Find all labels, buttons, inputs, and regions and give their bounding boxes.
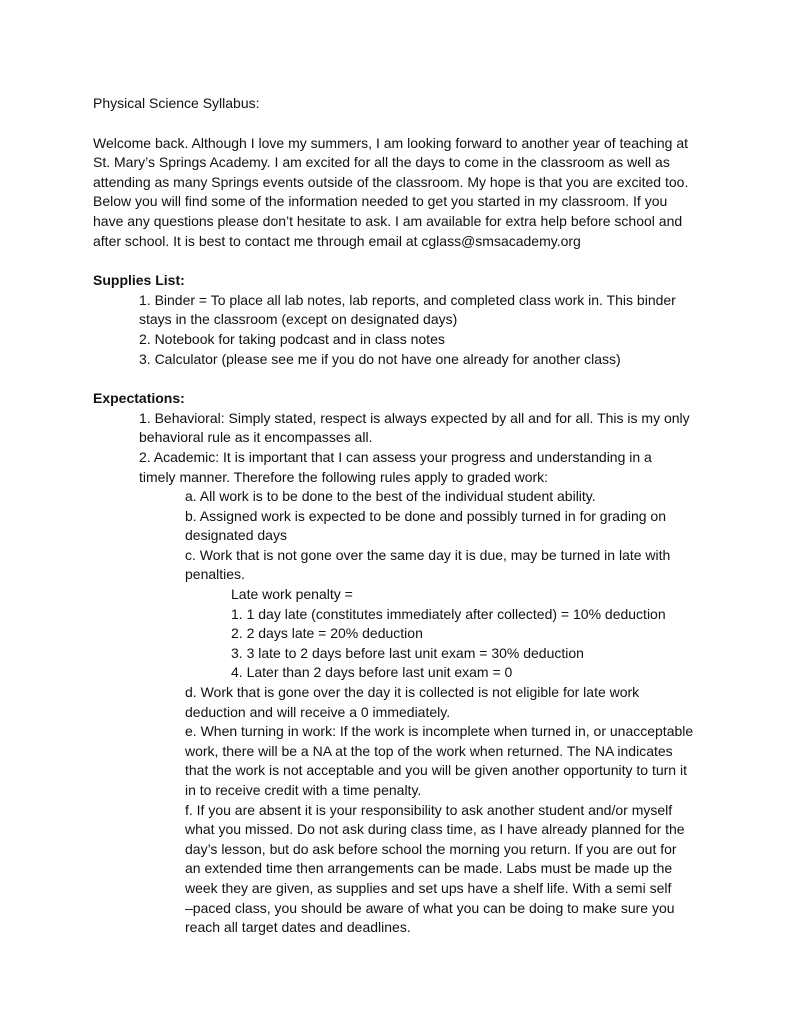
- rule-f: –paced class, you should be aware of what you can be doing to make sure you: [185, 899, 675, 916]
- rule-d: deduction and will receive a 0 immediately.: [185, 703, 451, 720]
- behavioral-expectation: 1. Behavioral: Simply stated, respect is always expected by all and for all. This is my only: [139, 409, 690, 426]
- rule-e: that the work is not acceptable and you will be given another opportunity to turn it: [185, 762, 687, 779]
- late-penalty-item: 3. 3 late to 2 days before last unit exam = 30% deduction: [231, 644, 584, 661]
- rule-f: f. If you are absent it is your responsibility to ask another student and/or myself: [185, 801, 673, 818]
- supply-item: 2. Notebook for taking podcast and in class notes: [139, 330, 445, 347]
- late-penalty-heading: Late work penalty =: [231, 586, 353, 603]
- intro-line: Below you will find some of the information needed to get you started in my classroom. If you: [93, 193, 668, 210]
- supply-item: 3. Calculator (please see me if you do not have one already for another class): [139, 350, 621, 367]
- rule-e: work, there will be a NA at the top of the work when returned. The NA indicates: [185, 742, 673, 759]
- rule-c: c. Work that is not gone over the same day it is due, may be turned in late with: [185, 546, 671, 563]
- intro-line: Welcome back. Although I love my summers, I am looking forward to another year of teaching at: [93, 134, 689, 151]
- section-spacer: [93, 369, 733, 389]
- rule-f: week they are given, as supplies and set ups have a shelf life. With a semi self: [185, 879, 672, 896]
- late-penalty-item: 4. Later than 2 days before last unit exam = 0: [231, 664, 513, 681]
- supply-item: 1. Binder = To place all lab notes, lab reports, and completed class work in. This binder: [139, 291, 676, 308]
- rule-f: an extended time then arrangements can be made. Labs must be made up the: [185, 860, 673, 877]
- intro-paragraph: [93, 134, 733, 252]
- supplies-section: [93, 271, 733, 369]
- page-title: Physical Science Syllabus:: [93, 95, 260, 111]
- rule-e: e. When turning in work: If the work is incomplete when turned in, or unacceptable: [185, 723, 694, 740]
- rule-f: what you missed. Do not ask during class time, as I have already planned for the: [185, 821, 685, 838]
- supplies-heading: Supplies List:: [93, 272, 185, 289]
- intro-line: St. Mary’s Springs Academy. I am excited for all the days to come in the classroom as well as: [93, 154, 670, 171]
- expectations-section: [93, 389, 733, 938]
- rule-e: in to receive credit with a time penalty.: [185, 782, 422, 798]
- academic-expectation: timely manner. Therefore the following rules apply to graded work:: [139, 468, 549, 485]
- rule-f: day’s lesson, but do ask before school the morning you return. If you are out for: [185, 840, 677, 857]
- late-penalty-item: 1. 1 day late (constitutes immediately after collected) = 10% deduction: [231, 605, 666, 622]
- syllabus-page: [93, 94, 733, 938]
- intro-line: after school. It is best to contact me through email at cglass@smsacademy.org: [93, 232, 581, 249]
- late-penalty-item: 2. 2 days late = 20% deduction: [231, 625, 423, 642]
- rule-b: b. Assigned work is expected to be done and possibly turned in for grading on: [185, 507, 666, 524]
- intro-line: attending as many Springs events outside of the classroom. My hope is that you are excited too.: [93, 173, 689, 190]
- rule-c: penalties.: [185, 566, 245, 583]
- academic-expectation: 2. Academic: It is important that I can assess your progress and understanding in a: [139, 448, 652, 465]
- rule-d: d. Work that is gone over the day it is collected is not eligible for late work: [185, 684, 640, 701]
- supply-item: stays in the classroom (except on designated days): [139, 311, 458, 328]
- expectations-heading: Expectations:: [93, 390, 185, 407]
- rule-b: designated days: [185, 527, 287, 544]
- rule-a: a. All work is to be done to the best of the individual student ability.: [185, 488, 596, 505]
- behavioral-expectation: behavioral rule as it encompasses all.: [139, 429, 373, 446]
- intro-line: have any questions please don’t hesitate to ask. I am available for extra help before school and: [93, 212, 683, 229]
- rule-f: reach all target dates and deadlines.: [185, 919, 411, 936]
